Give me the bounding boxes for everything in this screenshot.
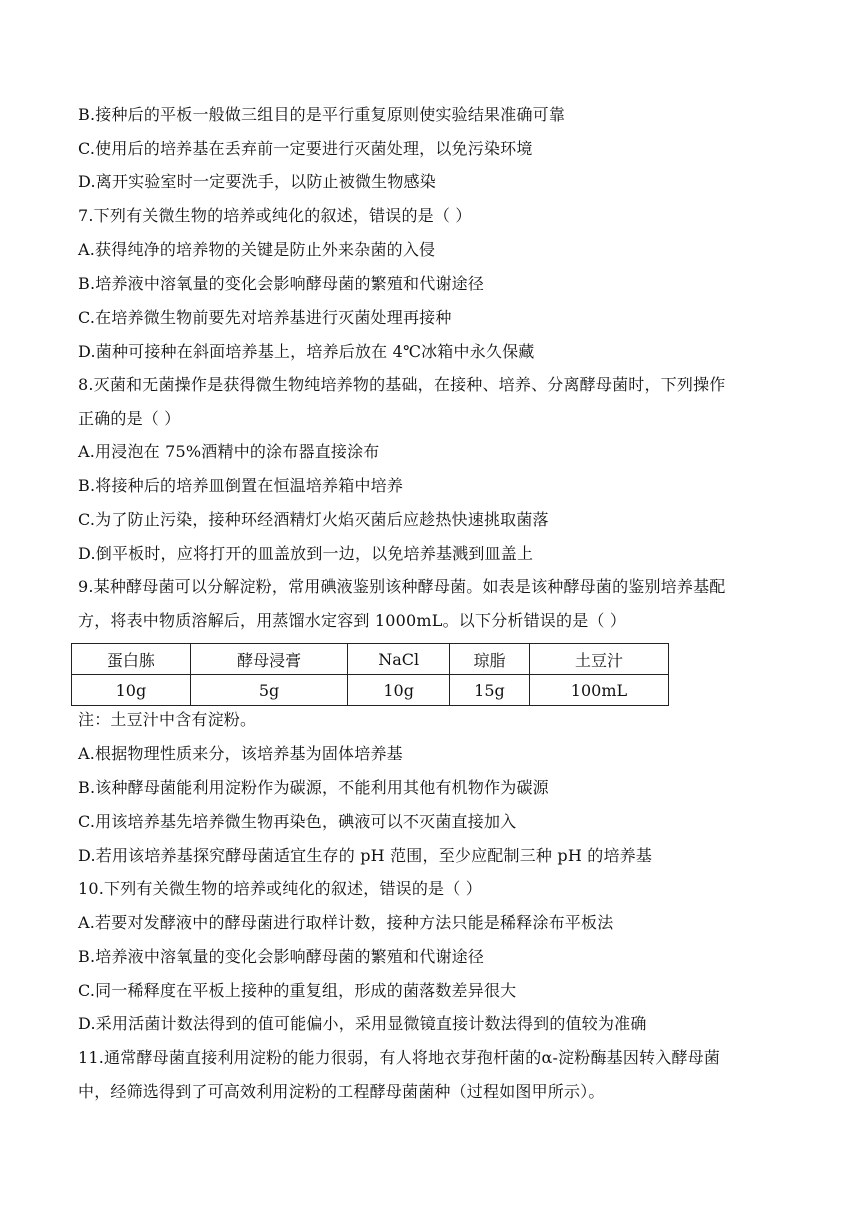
option-9b: B.该种酵母菌能利用淀粉作为碳源，不能利用其他有机物作为碳源 — [78, 778, 549, 797]
question-8-line-1: 8.灭菌和无菌操作是获得微生物纯培养物的基础，在接种、培养、分离酵母菌时，下列操作 — [78, 375, 726, 394]
option-8d: D.倒平板时，应将打开的皿盖放到一边，以免培养基溅到皿盖上 — [78, 544, 534, 563]
option-7d: D.菌种可接种在斜面培养基上，培养后放在 4℃冰箱中永久保藏 — [78, 342, 535, 361]
question-9-line-1: 9.某种酵母菌可以分解淀粉，常用碘液鉴别该种酵母菌。如表是该种酵母菌的鉴别培养基配 — [78, 577, 726, 596]
option-6b: B.接种后的平板一般做三组目的是平行重复原则使实验结果准确可靠 — [78, 105, 566, 124]
table-header-cell: NaCl — [348, 644, 450, 675]
table-cell: 10g — [72, 675, 191, 706]
question-10: 10.下列有关微生物的培养或纯化的叙述，错误的是（ ） — [78, 879, 482, 898]
question-7: 7.下列有关微生物的培养或纯化的叙述，错误的是（ ） — [78, 206, 472, 225]
table-cell: 15g — [449, 675, 529, 706]
table-cell: 10g — [348, 675, 450, 706]
table-header-row — [72, 644, 669, 675]
question-11-line-2: 中，经筛选得到了可高效利用淀粉的工程酵母菌菌种（过程如图甲所示）。 — [78, 1082, 605, 1101]
option-10d: D.采用活菌计数法得到的值可能偏小，采用显微镜直接计数法得到的值较为准确 — [78, 1014, 647, 1033]
option-7c: C.在培养微生物前要先对培养基进行灭菌处理再接种 — [78, 308, 452, 327]
option-9a: A.根据物理性质来分，该培养基为固体培养基 — [78, 744, 403, 763]
option-8b: B.将接种后的培养皿倒置在恒温培养箱中培养 — [78, 476, 404, 495]
option-10a: A.若要对发酵液中的酵母菌进行取样计数，接种方法只能是稀释涂布平板法 — [78, 913, 614, 932]
option-8c: C.为了防止污染，接种环经酒精灯火焰灭菌后应趁热快速挑取菌落 — [78, 510, 549, 529]
option-7a: A.获得纯净的培养物的关键是防止外来杂菌的入侵 — [78, 240, 436, 259]
table-header-cell: 酵母浸膏 — [190, 644, 348, 675]
question-8-line-2: 正确的是（ ） — [78, 409, 181, 428]
table-cell: 100mL — [529, 675, 668, 706]
option-10c: C.同一稀释度在平板上接种的重复组，形成的菌落数差异很大 — [78, 981, 517, 1000]
option-9d: D.若用该培养基探究酵母菌适宜生存的 pH 范围，至少应配制三种 pH 的培养基 — [78, 846, 653, 865]
option-6d: D.离开实验室时一定要洗手，以防止被微生物感染 — [78, 172, 436, 191]
table-header-cell: 琼脂 — [449, 644, 529, 675]
table-header-cell: 蛋白胨 — [72, 644, 191, 675]
question-9-line-2: 方，将表中物质溶解后，用蒸馏水定容到 1000mL。以下分析错误的是（ ） — [78, 611, 627, 630]
option-6c: C.使用后的培养基在丢弃前一定要进行灭菌处理，以免污染环境 — [78, 139, 533, 158]
option-9c: C.用该培养基先培养微生物再染色，碘液可以不灭菌直接加入 — [78, 812, 517, 831]
option-8a: A.用浸泡在 75%酒精中的涂布器直接涂布 — [78, 442, 380, 461]
table-note: 注：土豆汁中含有淀粉。 — [78, 710, 257, 729]
medium-recipe-table — [71, 643, 669, 706]
option-7b: B.培养液中溶氧量的变化会影响酵母菌的繁殖和代谢途径 — [78, 274, 485, 293]
table-header-cell: 土豆汁 — [529, 644, 668, 675]
question-11-line-1: 11.通常酵母菌直接利用淀粉的能力很弱，有人将地衣芽孢杆菌的α-淀粉酶基因转入酵母菌 — [78, 1048, 721, 1067]
table-cell: 5g — [190, 675, 348, 706]
table-row — [72, 675, 669, 706]
option-10b: B.培养液中溶氧量的变化会影响酵母菌的繁殖和代谢途径 — [78, 947, 485, 966]
